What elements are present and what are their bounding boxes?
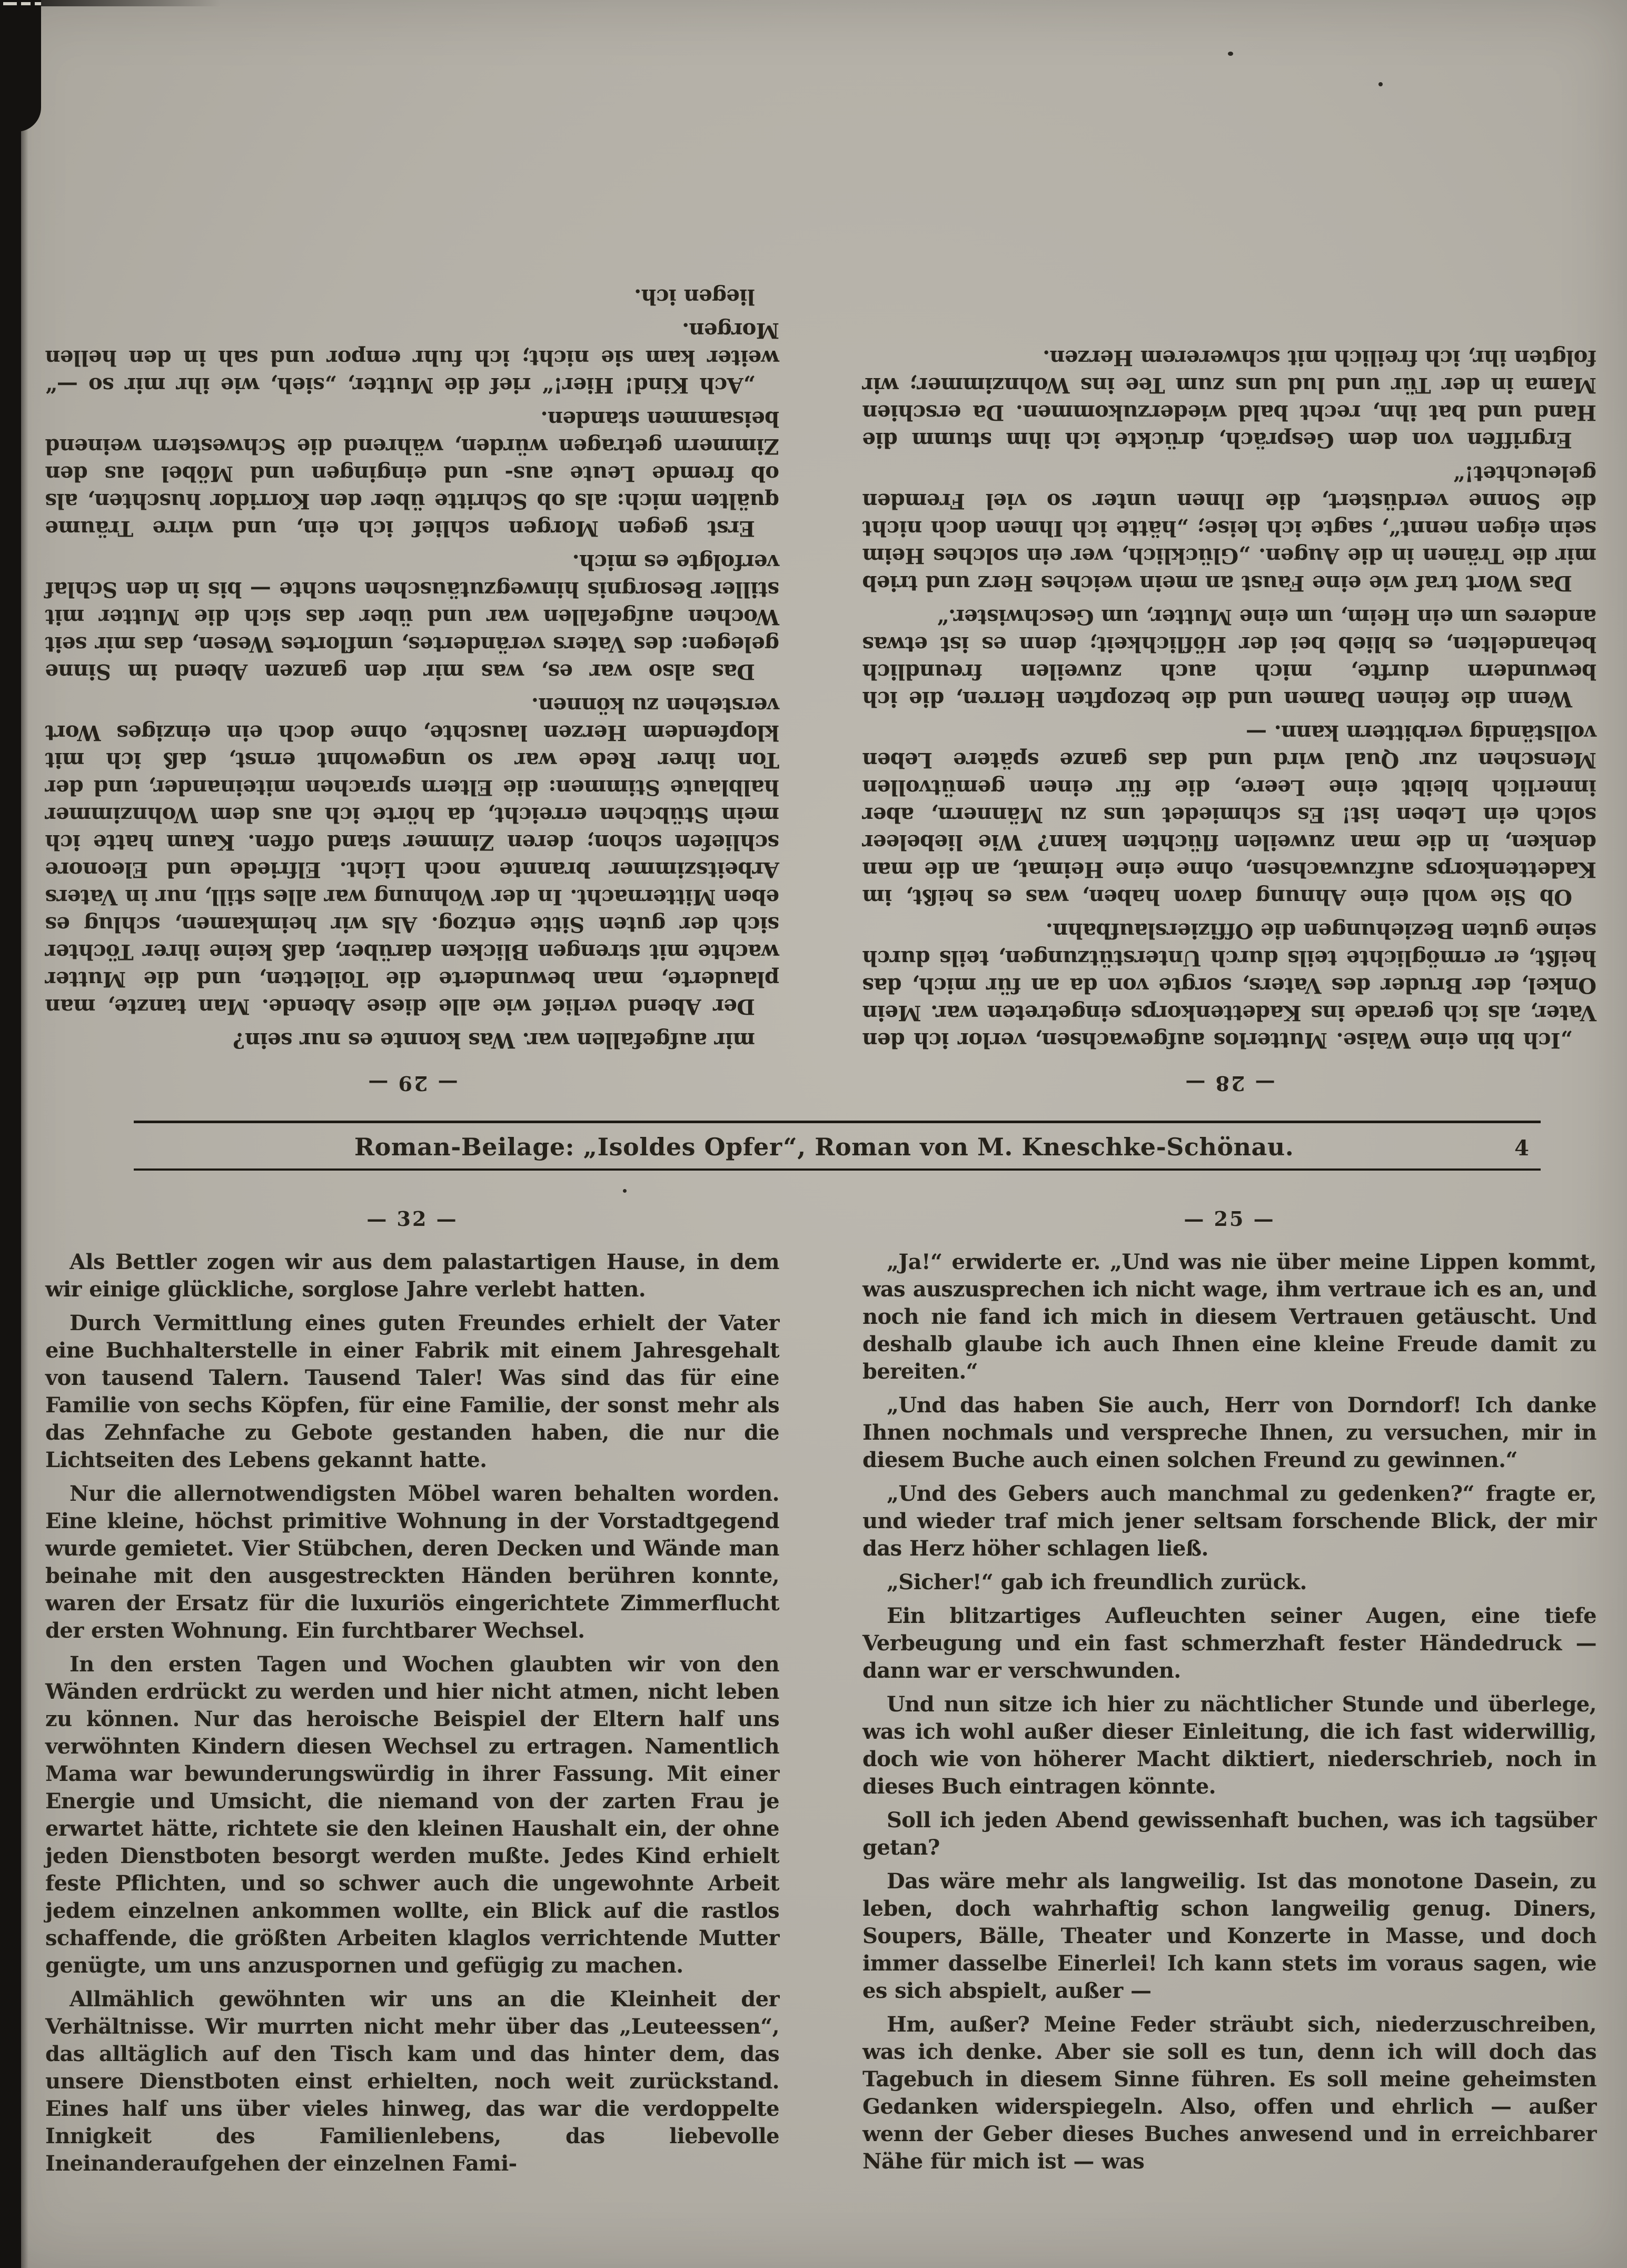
paragraph: Soll ich jeden Abend gewissenhaft buchen, was ich tagsüber getan? [862,1808,1596,1860]
scan-tick-mark [3,2,17,5]
paragraph: „Und das haben Sie auch, Herr von Dorndorf! Ich danke Ihnen nochmals und verspreche Ihnen, zu versuchen, mir in diesem Buche auch einen solchen Freund zu gewinnen.“ [862,1393,1596,1472]
scan-edge-artifact [0,0,21,2268]
masthead [134,1121,1541,1171]
page-28-text [862,338,1596,1054]
page-25-text [862,1249,1596,2175]
paragraph: Hm, außer? Meine Feder sträubt sich, niederzuschreiben, was ich denke. Aber sie soll es tun, denn ich will doch das Tagebuch in diesem Sinne führen. Es soll meine geheimsten Gedanken widerspiegeln. Also, offen und ehrlich — außer wenn der Geber dieses Buches anwesend und in erreichbarer Nähe für mich ist — was [862,2012,1596,2174]
paragraph: Das wäre mehr als langweilig. Ist das monotone Dasein, zu leben, doch wahrhaftig schon langweilig genug. Diners, Soupers, Bälle, Theater und Konzerte in Masse, und doch immer dasselbe Einerlei! Ich kann stets im voraus sagen, wie es sich abspielt, außer — [862,1869,1596,2003]
paragraph: mir aufgefallen war. Was konnte es nur sein? [233,1028,755,1053]
page-column-32 [45,1207,779,2233]
paragraph: Als Bettler zogen wir aus dem palastartigen Hause, in dem wir einige glückliche, sorglose Jahre verlebt hatten. [45,1250,779,1302]
paragraph: In den ersten Tagen und Wochen glaubten wir von den Wänden erdrückt zu werden und hier nicht atmen, nicht leben zu können. Nur das heroische Beispiel der Eltern half uns verwöhnten Kindern diesen Wechsel zu ertragen. Namentlich Mama war bewunderungswürdig in ihrer Fassung. Mit einer Energie und Umsicht, die niemand von der zarten Frau je erwartet hätte, richtete sie den kleinen Haushalt ein, der ohne jeden Dienstboten besorgt werden mußte. Jedes Kind erhielt feste Pflichten, und so schwer auch die ungewohnte Arbeit jedem einzelnen ankommen wollte, ein Blick auf die rastlos schaffende, die größten Arbeiten klaglos verrichtende Mutter genügte, um uns anzuspornen und gefügig zu machen. [45,1652,779,1978]
paragraph: Durch Vermittlung eines guten Freundes erhielt der Vater eine Buchhalterstelle in einer Fabrik mit einem Jahresgehalt von tausend Talern. Tausend Taler! Was sind das für eine Familie von sechs Köpfen, für eine Familie, der sonst mehr als das Zehnfache zu Gebote gestanden haben, die nur die Lichtseiten des Lebens gekannt hatte. [45,1311,779,1472]
masthead-page-number: 4 [1514,1136,1529,1161]
page-number: — 28 — [1184,1072,1275,1095]
scan-corner-artifact [0,0,41,132]
paragraph: Ein blitzartiges Aufleuchten seiner Augen, eine tiefe Verbeugung und ein fast schmerzhaft fester Händedruck — dann war er verschwunden. [862,1603,1596,1683]
paragraph: Das also war es, was mir den ganzen Abend im Sinne gelegen: des Vaters verändertes, umflortes Wesen, das mir seit Wochen aufgefallen war und über das sich die Mutter mit stiller Besorgnis hinwegzutäuschen suchte — bis in den Schlaf verfolgte es mich. [45,550,779,684]
page-number: — 25 — [1184,1207,1275,1231]
paragraph: Der Abend verlief wie alle diese Abende. Man tanzte, man plauderte, man bewunderte die Toiletten, und die Mutter wachte mit strengen Blicken darüber, daß keine ihrer Töchter sich der guten Sitte entzog. Als wir heimkamen, schlug es eben Mitternacht. In der Wohnung war alles still, nur in Vaters Arbeitszimmer brannte noch Licht. Elfriede und Eleonore schliefen schon; deren Zimmer stand offen. Kaum hatte ich mein Stübchen erreicht, da hörte ich aus dem Wohnzimmer halblaute Stimmen: die Eltern sprachen miteinander, und der Ton ihrer Rede war so ungewohnt ernst, daß ich mit klopfendem Herzen lauschte, ohne doch ein einziges Wort verstehen zu können. [45,693,779,1019]
paragraph: liegen ich. [634,284,755,309]
paragraph: Wenn die feinen Damen und die bezopften Herren, die ich bewundern durfte, mich auch zuweilen freundlich behandelten, es blieb bei der Höflichkeit; denn es ist etwas anderes um ein Heim, um eine Mutter, um Geschwister.“ [862,605,1596,711]
paragraph: Nur die allernotwendigsten Möbel waren behalten worden. Eine kleine, höchst primitive Wohnung in der Vorstadtgegend wurde gemietet. Vier Stübchen, deren Decken und Wände man beinahe mit den ausgestreckten Händen berühren konnte, waren der Ersatz für die luxuriös eingerichtete Zimmerflucht der ersten Wohnung. Ein furchtbarer Wechsel. [45,1481,779,1643]
rotated-page-29 [45,148,779,1095]
paragraph: Das Wort traf wie eine Faust an mein weiches Herz und trieb mir die Tränen in die Augen. „Glücklich, wer ein solches Heim sein eigen nennt“, sagte ich leise; „hätte ich Ihnen doch nicht die Sonne verdüstert, die Ihnen unter so viel Fremden geleuchtet!“ [862,461,1596,596]
paragraph: Ergriffen von dem Gespräch, drückte ich ihm stumm die Hand und bat ihn, recht bald wiederzukommen. Da erschien Mama in der Tür und lud uns zum Tee ins Wohnzimmer; wir folgten ihr, ich freilich mit schwererem Herzen. [862,345,1596,452]
masthead-title: Roman-Beilage: „Isoldes Opfer“, Roman von M. Kneschke-Schönau. [354,1133,1294,1161]
page-column-25 [862,1207,1596,2233]
ink-speck [1378,82,1383,86]
paragraph: Und nun sitze ich hier zu nächtlicher Stunde und überlege, was ich wohl außer dieser Einleitung, die ich fast widerwillig, doch wie von höherer Macht diktiert, niederschrieb, noch in dieses Buch eintragen könnte. [862,1692,1596,1799]
scan-tick-mark [21,2,31,5]
rotated-page-28 [862,148,1596,1095]
paragraph: „Ich bin eine Waise. Mutterlos aufgewachsen, verlor ich den Vater, als ich gerade ins Kadettenkorps eingetreten war. Mein Onkel, der Bruder des Vaters, sorgte von da an für mich, das heißt, er ermöglichte teils durch Unterstützungen, teils durch seine guten Beziehungen die Offizierslaufbahn. [862,918,1596,1053]
scan-top-artifact [0,0,221,6]
top-section [45,148,1596,1095]
paragraph: Allmählich gewöhnten wir uns an die Kleinheit der Verhältnisse. Wir murrten nicht mehr über das „Leuteessen“, das alltäglich auf den Tisch kam und das hinter dem, das unsere Dienstboten einst erhielten, noch weit zurückstand. Eines half uns über vieles hinweg, das war die verdoppelte Innigkeit des Familienlebens, das liebevolle Ineinanderaufgehen der einzelnen Fami- [45,1987,779,2176]
page-column-28 [862,148,1596,1095]
page-number: — 32 — [366,1207,458,1231]
paragraph: „Sicher!“ gab ich freundlich zurück. [887,1570,1307,1594]
paragraph: „Ach Kind! Hier!“ rief die Mutter, „sieh, wie ihr mir so —“ weiter kam sie nicht; ich fuhr empor und sah in den hellen Morgen. [45,318,779,398]
ink-speck [623,1189,627,1193]
page-column-29 [45,148,779,1095]
page-29-text [45,276,779,1054]
scan-tick-mark [35,2,41,5]
page-number: — 29 — [366,1072,458,1095]
ink-speck [1228,52,1233,56]
paragraph: Ob Sie wohl eine Ahnung davon haben, was es heißt, im Kadettenkorps aufzuwachsen, ohne eine Heimat, an die man denken, in die man zuweilen flüchten kann? Wie liebeleer solch ein Leben ist! Es schmiedet uns zu Männern, aber innerlich bleibt eine Leere, die für einen gemütvollen Menschen zur Qual wird und das ganze spätere Leben vollständig verbittern kann. — [862,720,1596,909]
paragraph: „Ja!“ erwiderte er. „Und was nie über meine Lippen kommt, was auszusprechen ich nicht wage, ihm vertraue ich es an, und noch nie fand ich mich in diesem Vertrauen getäuscht. Und deshalb glaube ich auch Ihnen eine kleine Freude damit zu bereiten.“ [862,1250,1596,1384]
page-32-text [45,1249,779,2177]
paragraph: „Und des Gebers auch manchmal zu gedenken?“ fragte er, und wieder traf mich jener seltsam forschende Blick, der mir das Herz höher schlagen ließ. [862,1481,1596,1561]
paragraph: Erst gegen Morgen schlief ich ein, und wirre Träume quälten mich: als ob Schritte über den Korridor huschten, als ob fremde Leute aus- und eingingen und Möbel aus den Zimmern getragen würden, während die Schwestern weinend beisammen standen. [45,407,779,541]
scan-edge-shadow [20,0,28,2268]
bottom-section [45,1207,1596,2233]
